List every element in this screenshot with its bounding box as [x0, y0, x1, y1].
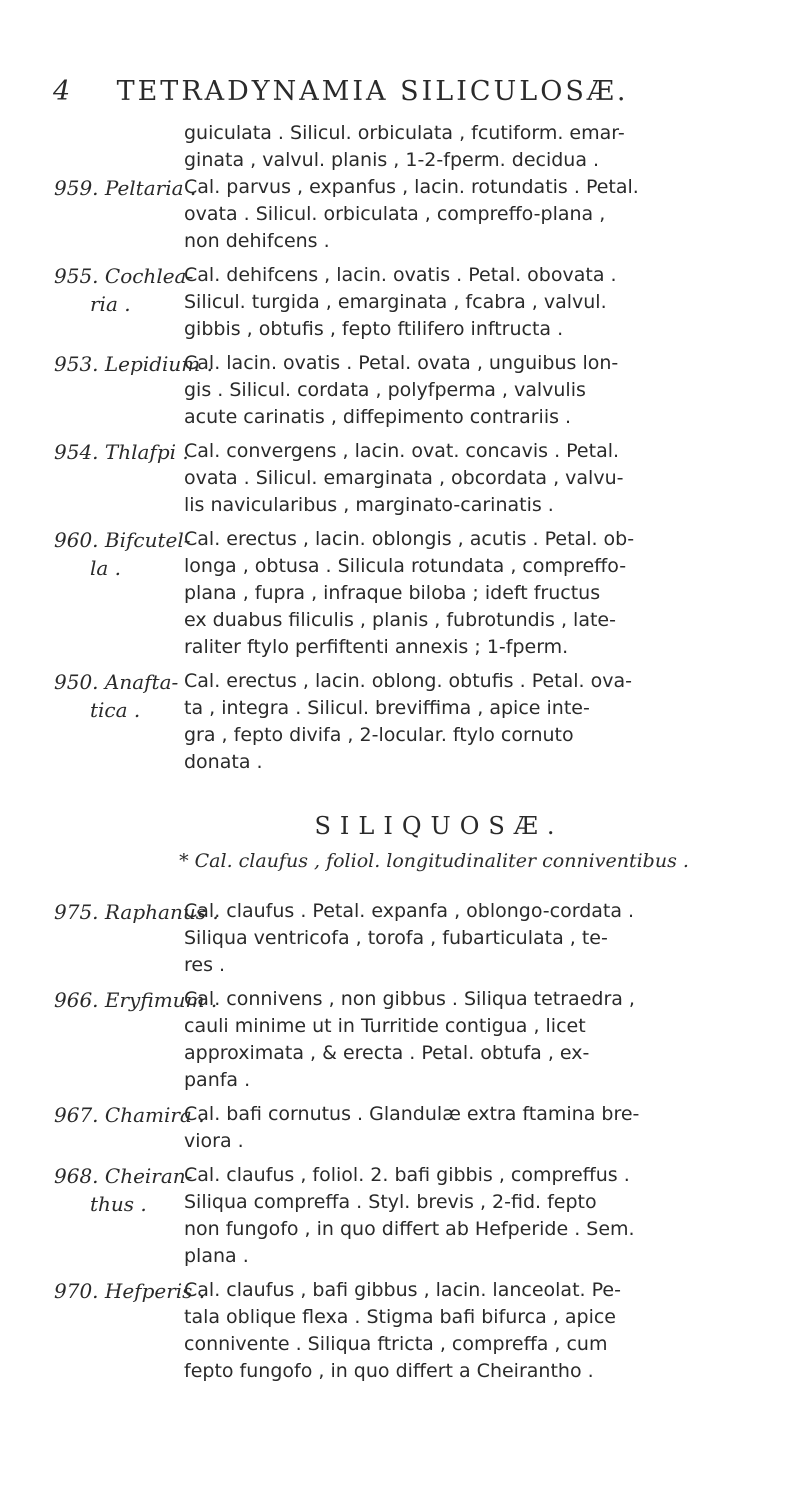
description-line: Cal. connivens , non gibbus . Siliqua tetraedra ,: [184, 988, 635, 1010]
description-line: viora .: [184, 1130, 244, 1152]
description-line: donata .: [184, 751, 263, 773]
page-title: TETRADYNAMIA SILICULOSÆ.: [116, 76, 629, 107]
section-title: SILIQUOSÆ.: [314, 812, 564, 840]
description-line: panfa .: [184, 1069, 251, 1091]
description-line: fepto fungofo , in quo differt a Cheirantho .: [184, 1360, 594, 1382]
description-line: plana .: [184, 1245, 249, 1267]
description-line: longa , obtusa . Silicula rotundata , compreffo-: [184, 555, 627, 577]
genus-entry: [54, 986, 784, 1094]
genus-name-line: la .: [90, 556, 122, 580]
genus-name: [54, 1162, 193, 1270]
genus-name-line: 959. Peltaria .: [54, 176, 197, 200]
description-line: Silicul. turgida , emarginata , fcabra , valvul.: [184, 291, 607, 313]
description-line: ta , integra . Silicul. breviffima , apice inte-: [184, 697, 590, 719]
genus-entry: [54, 350, 784, 431]
description-line: Cal. lacin. ovatis . Petal. ovata , unguibus lon-: [184, 352, 619, 374]
genus-name-line: 955. Cochlea-: [54, 264, 194, 288]
genus-name: [54, 1277, 206, 1385]
page-number: 4: [53, 76, 74, 107]
genus-description: [184, 898, 784, 979]
genus-name: [54, 526, 191, 661]
entry-group-a: [54, 174, 784, 776]
genus-description: [184, 438, 784, 519]
genus-name-line: 967. Chamira .: [54, 1103, 205, 1127]
genus-name-line: 975. Raphanus .: [54, 900, 219, 924]
genus-entry: [54, 262, 784, 343]
genus-description: [184, 986, 784, 1094]
continuation-line: guiculata . Silicul. orbiculata , fcutiform. emar-: [184, 122, 625, 144]
description-line: non dehifcens .: [184, 230, 330, 252]
description-line: acute carinatis , diffepimento contrariis .: [184, 406, 572, 428]
description-line: Cal. erectus , lacin. oblongis , acutis . Petal. ob-: [184, 528, 635, 550]
genus-name-line: 954. Thlafpi .: [54, 440, 189, 464]
genus-description: [184, 174, 784, 255]
description-line: gibbis , obtufis , fepto ftilifero inftructa .: [184, 318, 564, 340]
description-line: ex duabus filiculis , planis , fubrotundis , late-: [184, 609, 616, 631]
description-line: raliter ftylo perfiftenti annexis ; 1-fperm.: [184, 636, 569, 658]
genus-entry: [54, 668, 784, 776]
entries: [54, 120, 784, 1392]
genus-description: [184, 526, 784, 661]
genus-name: [54, 350, 213, 431]
genus-entry: [54, 174, 784, 255]
description-line: Cal. parvus , expanfus , lacin. rotundatis . Petal.: [184, 176, 639, 198]
genus-entry: [54, 526, 784, 661]
description-line: non fungofo , in quo differt ab Hefperide . Sem.: [184, 1218, 635, 1240]
genus-name-line: 970. Hefperis .: [54, 1279, 206, 1303]
genus-name-line: 950. Anaftа-: [54, 670, 179, 694]
description-line: tala oblique flexa . Stigma bafi bifurca , apice: [184, 1306, 616, 1328]
top-continuation: [54, 120, 784, 174]
genus-name: [54, 1101, 205, 1155]
genus-entry: [54, 1101, 784, 1155]
description-line: Cal. dehifcens , lacin. ovatis . Petal. obovata .: [184, 264, 617, 286]
description-line: cauli minime ut in Turritide contigua , licet: [184, 1015, 586, 1037]
genus-entry: [54, 1277, 784, 1385]
section-subtitle: * Cal. claufus , foliol. longitudinaliter conniventibus .: [179, 850, 689, 872]
genus-name-line: 966. Eryfimum .: [54, 988, 218, 1012]
description-line: gra , fepto divifa , 2-locular. ftylo cornuto: [184, 724, 574, 746]
genus-name-line: 953. Lepidium .: [54, 352, 213, 376]
genus-name-line: 968. Cheiran-: [54, 1164, 193, 1188]
description-line: lis navicularibus , marginato-carinatis .: [184, 494, 554, 516]
continuation-line: ginata , valvul. planis , 1-2-fperm. decidua .: [184, 149, 600, 171]
genus-name-line: ria .: [90, 292, 131, 316]
description-line: Cal. claufus , foliol. 2. bafi gibbis , compreffus .: [184, 1164, 630, 1186]
description-line: ovata . Silicul. orbiculata , compreffo-plana ,: [184, 203, 606, 225]
entry-group-b: [54, 898, 784, 1385]
genus-entry: [54, 1162, 784, 1270]
description-line: Siliqua compreffa . Styl. brevis , 2-fid. fepto: [184, 1191, 597, 1213]
genus-description: [184, 350, 784, 431]
genus-description: [184, 1101, 784, 1155]
description-line: Cal. claufus . Petal. expanfa , oblongo-cordata .: [184, 900, 635, 922]
genus-name: [54, 438, 189, 519]
page-header: [53, 76, 773, 107]
genus-name: [54, 262, 194, 343]
description-line: approximata , & erecta . Petal. obtufa , ex-: [184, 1042, 590, 1064]
genus-name-line: thus .: [90, 1192, 147, 1216]
genus-name-line: 960. Bifcutel-: [54, 528, 191, 552]
description-line: Cal. bafi cornutus . Glandulæ extra ftamina bre-: [184, 1103, 640, 1125]
genus-description: [184, 262, 784, 343]
description-line: plana , fupra , infraque biloba ; ideft fructus: [184, 582, 601, 604]
genus-description: [184, 1162, 784, 1270]
description-line: connivente . Siliqua ftricta , compreffa , cum: [184, 1333, 608, 1355]
genus-name: [54, 174, 197, 255]
description-line: res .: [184, 954, 226, 976]
genus-description: [184, 1277, 784, 1385]
description-line: Siliqua ventricofa , torofa , fubarticulata , te-: [184, 927, 608, 949]
genus-entry: [54, 898, 784, 979]
description-line: ovata . Silicul. emarginata , obcordata , valvu-: [184, 467, 624, 489]
genus-description: [184, 668, 784, 776]
description-line: Cal. erectus , lacin. oblong. obtufis . Petal. ova-: [184, 670, 632, 692]
description-line: Cal. convergens , lacin. ovat. concavis . Petal.: [184, 440, 620, 462]
description-line: Cal. claufus , bafi gibbus , lacin. lanceolat. Pe-: [184, 1279, 621, 1301]
genus-name-line: tica .: [90, 698, 141, 722]
description-line: gis . Silicul. cordata , polyfperma , valvulis: [184, 379, 586, 401]
genus-name: [54, 668, 184, 776]
genus-entry: [54, 438, 784, 519]
